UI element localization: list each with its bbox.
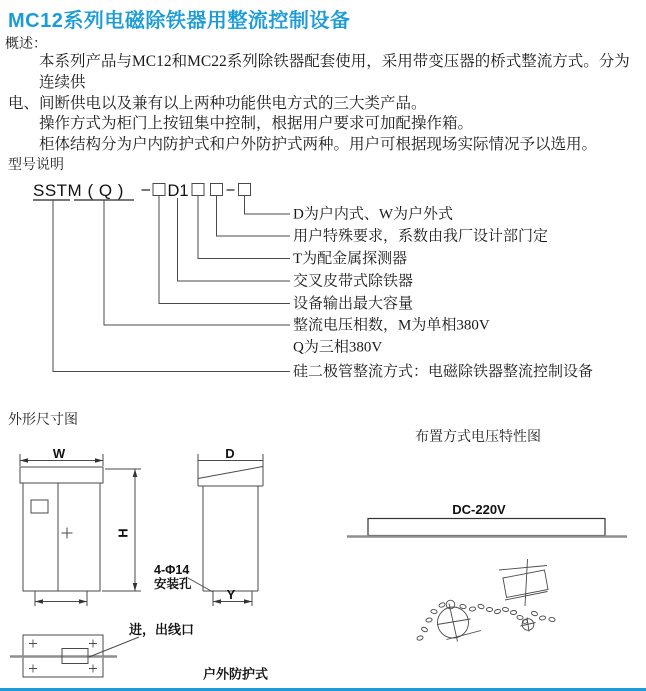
model-heading: 型号说明 <box>8 156 64 172</box>
overview-line: 操作方式为柜门上按钮集中控制，根据用户要求可加配操作箱。 <box>39 115 474 133</box>
mounting-hole-mark <box>89 640 97 648</box>
layout-figure-heading: 布置方式电压特性图 <box>415 428 541 444</box>
code-box <box>153 184 165 196</box>
code-box <box>211 184 223 196</box>
voltage-characteristic-figure <box>330 440 646 691</box>
belt-line <box>447 631 482 640</box>
magnet-center-line <box>525 559 528 606</box>
outline-dimension-figure <box>0 440 330 691</box>
outdoor-type-caption: 户外防护式 <box>203 666 269 682</box>
cabinet-body <box>23 483 100 591</box>
model-connector-lines <box>53 196 290 372</box>
code-box <box>239 184 251 196</box>
ports-label: 进，出线口 <box>129 622 195 637</box>
depth-dim-label: D <box>225 446 235 461</box>
side-body <box>203 486 258 591</box>
dc-voltage-label: DC-220V <box>452 502 506 517</box>
overview-line: 柜体结构分为户内防护式和户外防护式两种。用户可根据现场实际情况予以选用。 <box>39 136 598 154</box>
side-roof <box>198 461 263 486</box>
mounting-hole-mark <box>29 665 37 673</box>
overview-line: 本系列产品与MC12和MC22系列除铁器配套使用，采用带变压器的桥式整流方式。分为连续供 <box>39 53 630 91</box>
door-handle-cross <box>62 528 73 539</box>
model-labels <box>293 206 593 381</box>
base-dim-label: Y <box>226 587 236 602</box>
overview-line: 电、间断供电以及兼有以上两种功能供电方式的三大类产品。 <box>8 94 427 112</box>
model-label: 设备输出最大容量 <box>293 296 414 312</box>
model-label: T为配金属探测器 <box>293 251 408 267</box>
cabinet-side-view <box>154 446 263 606</box>
voltage-bar <box>368 519 605 536</box>
mounting-hole-label-line1: 4-Φ14 <box>154 563 190 577</box>
model-label: 整流电压相数，M为单相380V <box>293 317 490 334</box>
code-box <box>192 184 204 196</box>
page-title: MC12系列电磁除铁器用整流控制设备 <box>8 10 351 32</box>
height-dim-label: H <box>115 528 131 538</box>
mounting-hole-leader-line <box>188 578 213 592</box>
mounting-hole-mark <box>89 665 97 673</box>
cabinet-plan-view <box>10 622 268 682</box>
model-code-prefix: SSTM ( Q ) <box>33 181 124 200</box>
model-label: Q为三相380V <box>293 339 383 356</box>
model-code-mid: D1 <box>167 182 189 200</box>
model-label: D为户内式、W为户外式 <box>293 206 453 223</box>
roof-slope-line <box>198 467 263 479</box>
model-label: 硅二极管整流方式：电磁除铁器整流控制设备 <box>293 364 594 380</box>
outline-heading: 外形尺寸图 <box>8 411 78 427</box>
width-dim-label: W <box>52 446 66 461</box>
model-code-row <box>33 181 251 200</box>
cabinet-roof <box>20 467 103 483</box>
cabinet-window <box>31 500 48 513</box>
overview-paragraphs <box>8 52 642 156</box>
ports-leader-line <box>89 637 139 657</box>
mounting-hole-mark <box>29 640 37 648</box>
cabinet-front-view <box>20 446 141 606</box>
model-designation-diagram <box>0 176 646 386</box>
model-label: 交叉皮带式除铁器 <box>293 273 414 290</box>
overview-heading: 概述： <box>5 35 47 51</box>
conveyor-sketch <box>416 559 555 642</box>
mounting-hole-label-line2: 安装孔 <box>154 577 192 591</box>
model-label: 用户特殊要求，系数由我厂设计部门定 <box>293 228 549 245</box>
